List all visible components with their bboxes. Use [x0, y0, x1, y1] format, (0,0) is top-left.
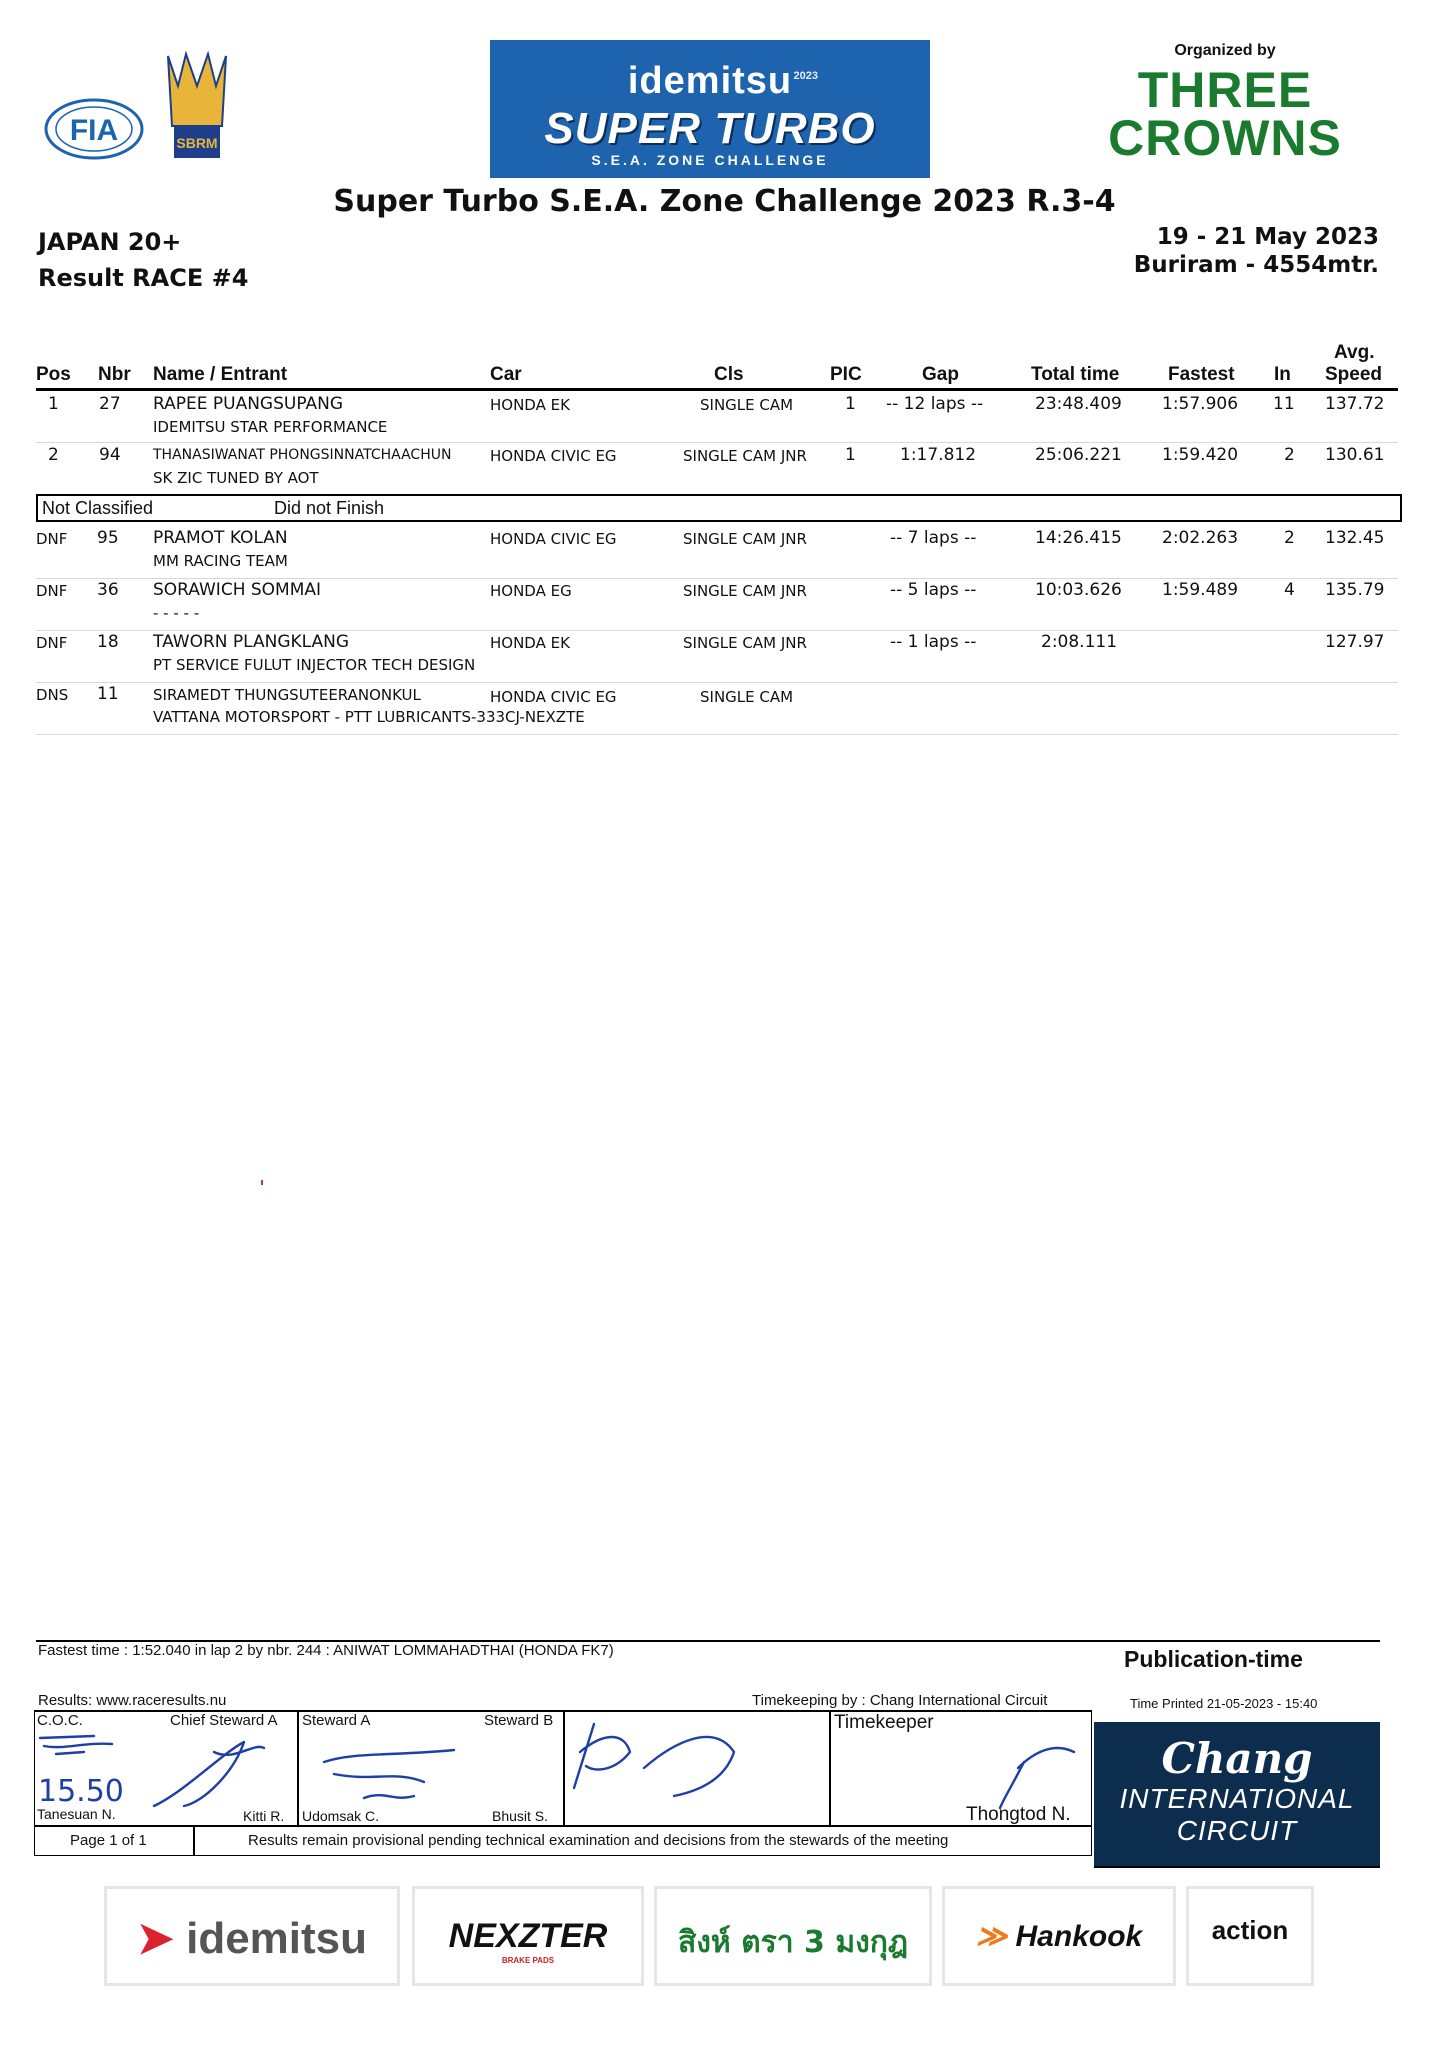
- row-entrant: PT SERVICE FULUT INJECTOR TECH DESIGN: [153, 656, 476, 674]
- row-pos: DNF: [36, 582, 68, 600]
- sponsor-nexzter: [412, 1886, 644, 1986]
- idemitsu-flame-icon: ➤: [136, 1914, 174, 1963]
- row-class: SINGLE CAM: [700, 688, 794, 706]
- timekeeper-name: Thongtod N.: [966, 1804, 1071, 1825]
- sponsor-thai-text: สิงห์ ตรา 3 มงกุฎ: [677, 1925, 909, 1960]
- sbrm-logo-text: SBRM: [176, 135, 218, 151]
- row-class: SINGLE CAM JNR: [683, 447, 807, 465]
- row-entrant: VATTANA MOTORSPORT - PTT LUBRICANTS-333CJ-NEXZTE: [153, 708, 585, 726]
- fia-logo-text: FIA: [69, 114, 119, 147]
- steward-b-label: Steward B: [484, 1712, 554, 1729]
- row-in-lap: 4: [1284, 580, 1295, 600]
- row-driver-name: PRAMOT KOLAN: [153, 528, 288, 548]
- row-entrant: MM RACING TEAM: [153, 552, 288, 570]
- row-nbr: 36: [97, 580, 119, 600]
- timekeeping-by: Timekeeping by : Chang International Circuit: [752, 1692, 1048, 1709]
- row-car: HONDA CIVIC EG: [490, 447, 617, 465]
- organizer-name-line2: CROWNS: [1108, 110, 1342, 166]
- steward-a-signature: [324, 1750, 454, 1798]
- publication-time-title: Publication-time: [1124, 1646, 1303, 1672]
- signatures: [34, 1712, 1092, 1828]
- sbrm-logo: [164, 46, 230, 162]
- header-cls: Cls: [714, 364, 744, 385]
- not-classified-label: Not Classified: [42, 498, 154, 518]
- organizer-name-line1: THREE: [1137, 62, 1313, 118]
- banner-super-turbo-text: SUPER TURBO: [544, 104, 876, 153]
- sponsor-idemitsu-text: idemitsu: [186, 1914, 368, 1963]
- steward-b-signature: [574, 1724, 734, 1796]
- row-entrant: IDEMITSU STAR PERFORMANCE: [153, 418, 388, 436]
- row-gap: -- 12 laps --: [886, 394, 984, 414]
- three-crowns-logo: [1100, 62, 1350, 166]
- table-row: [0, 443, 1449, 495]
- row-gap: 1:17.812: [900, 445, 977, 465]
- table-row: [0, 526, 1449, 578]
- result-label: Result RACE #4: [38, 264, 249, 292]
- super-turbo-banner: [490, 40, 930, 178]
- banner-idemitsu-text: idemitsu: [627, 60, 793, 102]
- stray-mark: [261, 1180, 263, 1185]
- not-classified-banner: [36, 494, 1402, 522]
- row-car: HONDA CIVIC EG: [490, 688, 617, 706]
- publication-rule: [1094, 1640, 1380, 1642]
- row-pos: 2: [48, 445, 59, 465]
- timekeeper-signature: [1000, 1748, 1074, 1808]
- row-gap: -- 5 laps --: [890, 580, 977, 600]
- header-pic: PIC: [830, 364, 862, 385]
- row-total-time: 14:26.415: [1035, 528, 1122, 548]
- banner-sea-zone-text: S.E.A. ZONE CHALLENGE: [591, 152, 829, 168]
- row-car: HONDA EG: [490, 582, 572, 600]
- results-table-header: [0, 342, 1449, 388]
- table-row: [0, 578, 1449, 630]
- header-fastest: Fastest: [1168, 364, 1235, 385]
- row-avg-speed: 127.97: [1325, 632, 1385, 652]
- row-in-lap: 2: [1284, 445, 1295, 465]
- event-title: Super Turbo S.E.A. Zone Challenge 2023 R.3-4: [333, 184, 1116, 219]
- row-nbr: 94: [99, 445, 121, 465]
- row-total-time: 25:06.221: [1035, 445, 1122, 465]
- chang-international-text: INTERNATIONAL: [1119, 1783, 1355, 1814]
- chief-steward-signature: [154, 1742, 264, 1806]
- chang-bottom-rule: [1094, 1866, 1380, 1868]
- row-fastest: 2:02.263: [1162, 528, 1239, 548]
- header-in: In: [1274, 364, 1291, 385]
- header-gap: Gap: [922, 364, 959, 385]
- row-in-lap: 11: [1273, 394, 1295, 414]
- table-row: [0, 682, 1449, 734]
- row-gap: -- 7 laps --: [890, 528, 977, 548]
- sponsor-idemitsu: [104, 1886, 400, 1986]
- row-avg-speed: 137.72: [1325, 394, 1385, 414]
- fastest-time-note: Fastest time : 1:52.040 in lap 2 by nbr. 244 : ANIWAT LOMMAHADTHAI (HONDA FK7): [38, 1642, 614, 1659]
- row-divider: [36, 734, 1398, 735]
- row-nbr: 11: [97, 684, 119, 704]
- row-car: HONDA EK: [490, 396, 570, 414]
- sponsor-nexzter-sub: BRAKE PADS: [501, 1956, 555, 1965]
- class-name: JAPAN 20+: [38, 228, 182, 256]
- header-nbr: Nbr: [98, 364, 131, 385]
- row-total-time: 2:08.111: [1041, 632, 1118, 652]
- coc-name: Tanesuan N.: [37, 1806, 116, 1822]
- header-pos: Pos: [36, 364, 71, 385]
- row-car: HONDA EK: [490, 634, 570, 652]
- header-name: Name / Entrant: [153, 364, 288, 385]
- steward-b-name: Bhusit S.: [492, 1808, 549, 1824]
- row-avg-speed: 132.45: [1325, 528, 1385, 548]
- handwritten-time: 15.50: [38, 1774, 124, 1809]
- coc-label: C.O.C.: [37, 1712, 83, 1729]
- chief-steward-label: Chief Steward A: [170, 1712, 278, 1729]
- chang-circuit-text: CIRCUIT: [1176, 1815, 1298, 1846]
- row-pos: DNS: [36, 686, 69, 704]
- row-pic: 1: [845, 445, 856, 465]
- row-pos: 1: [48, 394, 59, 414]
- row-nbr: 27: [99, 394, 121, 414]
- hankook-swoosh-icon: ≫: [975, 1920, 1008, 1953]
- steward-a-name: Udomsak C.: [302, 1808, 380, 1824]
- timekeeper-label: Timekeeper: [834, 1712, 934, 1733]
- header-car: Car: [490, 364, 522, 385]
- row-fastest: 1:57.906: [1162, 394, 1239, 414]
- chief-steward-name: Kitti R.: [243, 1808, 285, 1824]
- table-row: [0, 630, 1449, 682]
- row-driver-name: SIRAMEDT THUNGSUTEERANONKUL: [153, 686, 421, 704]
- steward-a-label: Steward A: [302, 1712, 371, 1729]
- banner-year: 2023: [793, 70, 818, 82]
- row-class: SINGLE CAM JNR: [683, 582, 807, 600]
- row-nbr: 18: [97, 632, 119, 652]
- fia-logo: [44, 98, 144, 160]
- sponsor-three-crowns-thai: [654, 1886, 932, 1986]
- row-driver-name: THANASIWANAT PHONGSINNATCHAACHUN: [153, 447, 452, 463]
- row-fastest: 1:59.420: [1162, 445, 1239, 465]
- organized-by-label: Organized by: [1174, 42, 1276, 59]
- row-total-time: 23:48.409: [1035, 394, 1122, 414]
- row-gap: -- 1 laps --: [890, 632, 977, 652]
- time-printed: Time Printed 21-05-2023 - 15:40: [1130, 1696, 1318, 1711]
- row-class: SINGLE CAM JNR: [683, 530, 807, 548]
- header-avg: Avg.: [1334, 342, 1375, 363]
- did-not-finish-label: Did not Finish: [274, 498, 385, 518]
- row-pic: 1: [845, 394, 856, 414]
- sponsor-action-text: action: [1211, 1915, 1289, 1945]
- row-pos: DNF: [36, 530, 68, 548]
- chang-circuit-logo: [1094, 1722, 1380, 1868]
- table-row: [0, 392, 1449, 444]
- row-driver-name: SORAWICH SOMMAI: [153, 580, 322, 600]
- row-in-lap: 2: [1284, 528, 1295, 548]
- header-speed: Speed: [1325, 364, 1383, 385]
- event-venue: Buriram - 4554mtr.: [1133, 252, 1379, 278]
- header-rule: [36, 388, 1398, 391]
- row-class: SINGLE CAM JNR: [683, 634, 807, 652]
- event-date: 19 - 21 May 2023: [1156, 224, 1379, 250]
- row-fastest: 1:59.489: [1162, 580, 1239, 600]
- row-entrant: - - - - -: [153, 604, 200, 622]
- chang-logo-text: Chang: [1161, 1734, 1313, 1783]
- row-nbr: 95: [97, 528, 119, 548]
- row-driver-name: RAPEE PUANGSUPANG: [153, 394, 344, 414]
- page-number: Page 1 of 1: [70, 1832, 147, 1849]
- sponsor-hankook-text: Hankook: [1015, 1920, 1143, 1953]
- results-url: Results: www.raceresults.nu: [38, 1692, 227, 1709]
- sponsor-nexzter-text: NEXZTER: [448, 1917, 608, 1955]
- row-avg-speed: 130.61: [1325, 445, 1385, 465]
- row-driver-name: TAWORN PLANGKLANG: [153, 632, 350, 652]
- row-class: SINGLE CAM: [700, 396, 794, 414]
- row-pos: DNF: [36, 634, 68, 652]
- provisional-note: Results remain provisional pending technical examination and decisions from the stewards of the meeting: [248, 1832, 949, 1849]
- coc-signature: [40, 1736, 112, 1754]
- sponsor-action: [1186, 1886, 1314, 1986]
- row-avg-speed: 135.79: [1325, 580, 1385, 600]
- row-car: HONDA CIVIC EG: [490, 530, 617, 548]
- sponsor-hankook: [942, 1886, 1176, 1986]
- row-total-time: 10:03.626: [1035, 580, 1122, 600]
- header-total-time: Total time: [1031, 364, 1120, 385]
- row-entrant: SK ZIC TUNED BY AOT: [153, 469, 319, 487]
